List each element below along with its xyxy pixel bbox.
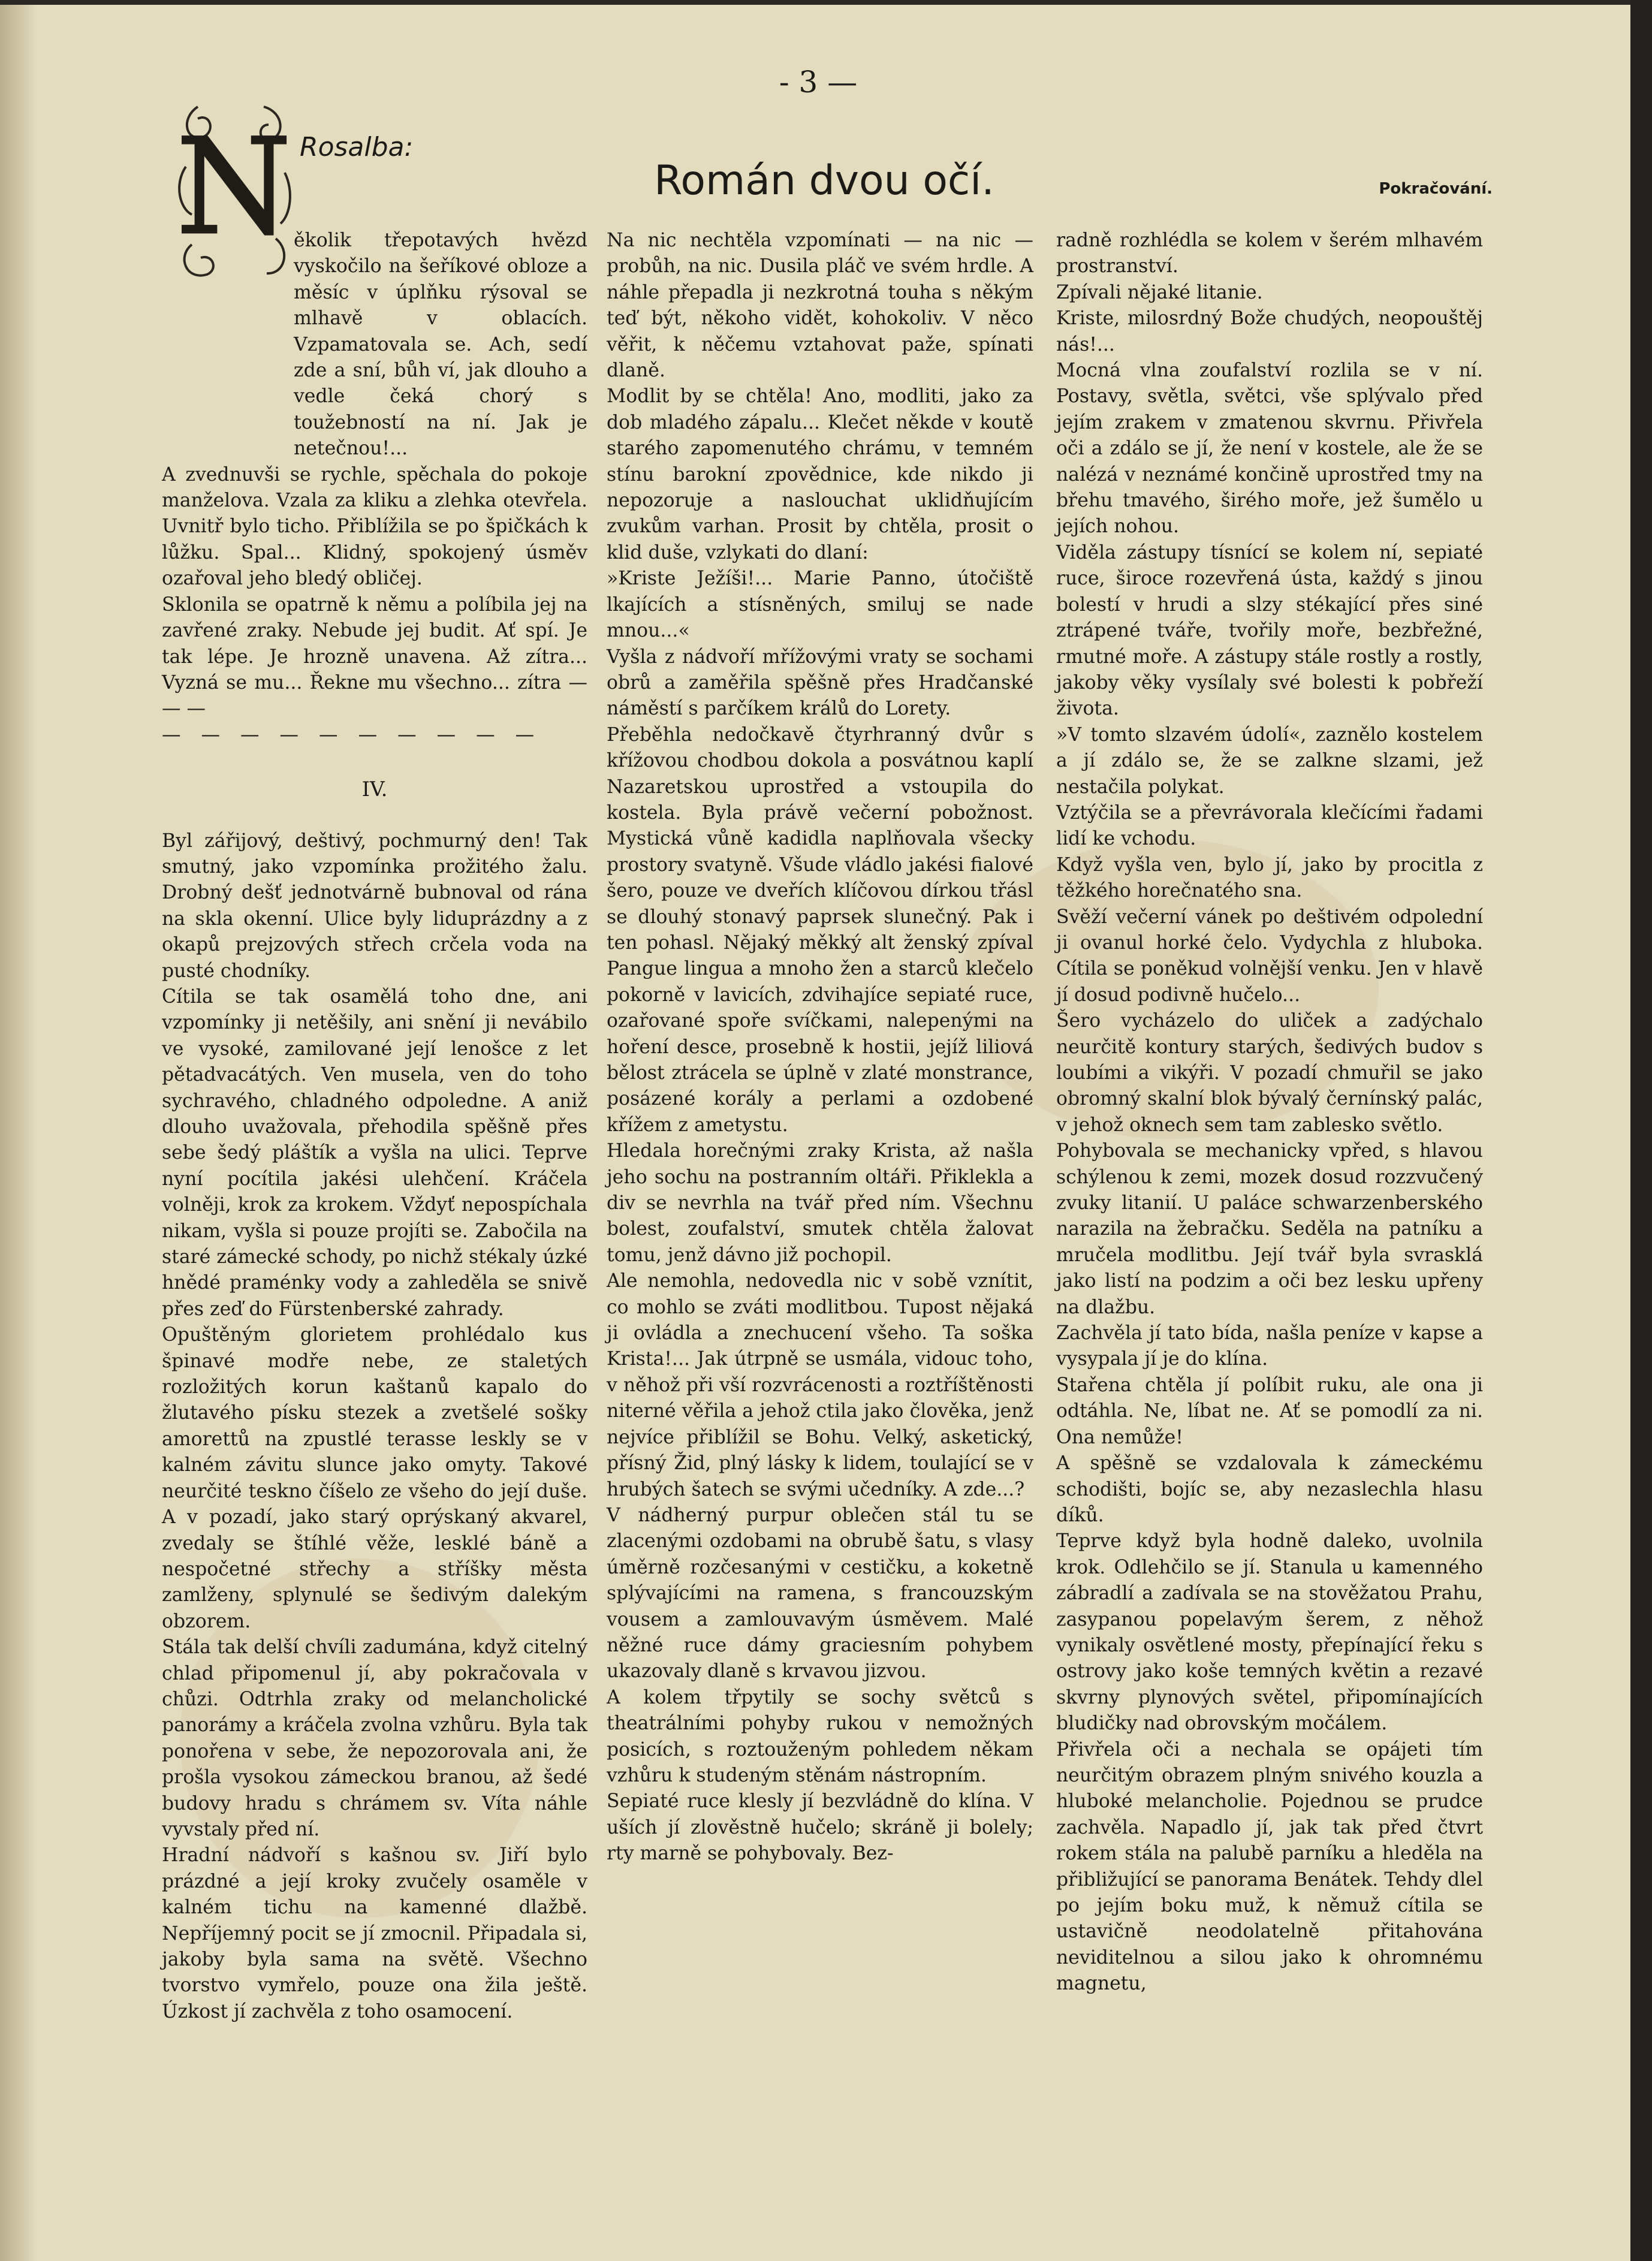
paragraph: Svěží večerní vánek po deštivém odpolední ji ovanul horké čelo. Vydychla z hluboka. Cítila se poněkud volnější venku. Jen v hlavě jí dosud podivně hučelo... [1056, 906, 1483, 1006]
paragraph: Vztýčila se a převrávorala klečícími řadami lidí ke vchodu. [1056, 801, 1483, 850]
scan-border-right [1630, 0, 1652, 2261]
paragraph: Mocná vlna zoufalství rozlila se v ní. Postavy, světla, světci, vše splývalo před jejím zrakem v zmatenou skvrnu. Přivřela oči a zdálo se jí, že není v kostele, ale že se nalézá v neznámé končině uprostřed tmy na břehu tmavého, širého moře, jež šumělo u jejích nohou. [1056, 360, 1483, 538]
paragraph: Modlit by se chtěla! Ano, modliti, jako za dob mladého zápalu... Klečet někde v koutě starého zapomenutého chrámu, v temném stínu barokní zpovědnice, kde nikdo ji nepozoruje a naslouchat uklidňujícím zvukům varhan. Prosit by chtěla, prosit o klid duše, vzlykati do dlaní: [607, 385, 1033, 563]
paragraph: Na nic nechtěla vzpomínati — na nic — probůh, na nic. Dusila pláč ve svém hrdle. A náhle přepadla ji nezkrotná touha s někým teď být, někoho vidět, kohokoliv. V něco věřit, k něčemu vztahovat paže, spínati dlaně. [607, 230, 1033, 382]
paragraph: radně rozhlédla se kolem v šerém mlhavém prostranství. [1056, 230, 1483, 278]
paragraph: Hradní nádvoří s kašnou sv. Jiří bylo prázdné a její kroky zvučely osaměle v kalném tichu na kamenné dlažbě. Nepříjemný pocit se jí zmocnil. Připadala si, jakoby byla sama na světě. Všechno tvorstvo vymřelo, pouze ona žila ještě. Úzkost jí zachvěla z toho osamocení. [162, 1844, 587, 2022]
paragraph: Sklonila se opatrně k němu a políbila jej na zavřené zraky. Nebude jej budit. Ať spí. Je tak lépe. Je hrozně unavena. Až zítra... Vyzná se mu... Řekne mu všechno... zítra — — — [162, 593, 587, 720]
opening-paragraph: ěkolik třepotavých hvězd vyskočilo na šeříkové obloze a měsíc v úplňku rýsoval se mlhavě v oblacích. Vzpamatovala se. Ach, sedí zde a sní, bůh ví, jak dlouho a vedle čeká chorý s toužebností na ní. Jak je netečnou!... [294, 230, 587, 460]
paragraph: »V tomto slzavém údolí«, zaznělo kostelem a jí zdálo se, že se zalkne slzami, jež nestačila polykat. [1056, 723, 1483, 798]
dash-separator: — — — — — — — — — — [162, 723, 542, 746]
paragraph: Hledala horečnými zraky Krista, až našla jeho sochu na postranním oltáři. Přiklekla a div se nevrhla na tvář před ním. Všechnu bolest, zoufalství, smutek chtěla žalovat tomu, jenž dávno již pochopil. [607, 1140, 1033, 1266]
paragraph: Viděla zástupy tísnící se kolem ní, sepiaté ruce, široce rozevřená ústa, každý s jinou bolestí v hrudi a slzy stékající přes siné ztrápené tváře, tvořily moře, bezbřežné, rmutné moře. A zástupy stále rostly a rostly, jakoby věky vysílaly své bolesti k pobřeží života. [1056, 541, 1483, 720]
column-3 [1056, 228, 1483, 1997]
paragraph: Stála tak delší chvíli zadumána, když citelný chlad připomenul jí, aby pokračovala v chůzi. Odtrhla zraky od melancholické panorámy a kráčela zvolna vzhůru. Byla tak ponořena v sebe, že nepozorovala ani, že prošla vysokou zámeckou branou, až šedé budovy hradu s chrámem sv. Víta náhle vyvstaly před ní. [162, 1636, 587, 1840]
paragraph: Přeběhla nedočkavě čtyrhranný dvůr s křížovou chodbou dokola a posvátnou kaplí Nazaretskou uprostřed a vstoupila do kostela. Byla právě večerní pobožnost. Mystická vůně kadidla naplňovala všecky prostory svatyně. Všude vládlo jakési fialové šero, pouze ve dveřích klíčovou dírkou třásl se dlouhý stonavý paprsek slunečný. Pak i ten pohasl. Nějaký měkký alt ženský zpíval Pangue lingua a mnoho žen a starců klečelo pokorně v lavicích, zdvihajíce sepiaté ruce, ozařované spoře svíčkami, nalepenými na hoření desce, prosebně k hostii, jejíž liliová bělost ztrácela se úplně v zlaté monstrance, posázené korály a perlami a ozdobené křížem z ametystu. [607, 723, 1033, 1136]
paragraph: Cítila se tak osamělá toho dne, ani vzpomínky ji netěšily, ani snění ji nevábilo ve vysoké, zamilované její lenošce z let pětadvacátých. Ven musela, ven do toho sychravého, chladného odpoledne. A aniž dlouho uvažovala, přehodila spěšně přes sebe šedý pláštík a vyšla na ulici. Teprve nyní pocítila jakési ulehčení. Kráčela volněji, krok za krokem. Vždyť nepospíchala nikam, vyšla si pouze projíti se. Zabočila na staré zámecké schody, po nichž stékaly úzké hnědé praménky vody a zahleděla se snivě přes zeď do Fürstenberské zahrady. [162, 985, 587, 1320]
paragraph: Šero vycházelo do uliček a zadýchalo neurčitě kontury starých, šedivých budov s loubími a vikýři. V pozadí chmuřil se jako obromný skalní blok bývalý černínský palác, v jehož oknech sem tam zablesko světlo. [1056, 1010, 1483, 1136]
paragraph: Zachvěla jí tato bída, našla peníze v kapse a vysypala jí je do klína. [1056, 1322, 1483, 1370]
paragraph: Opuštěným glorietem prohlédalo kus špinavé modře nebe, ze staletých rozložitých korun kaštanů kapalo do žlutavého písku stezek a zvetšelé sošky amorettů na zpustlé terasse leskly se v kalném závitu slunce jako omyty. Takové neurčité teskno číšelo ze všeho do její duše. A v pozadí, jako starý oprýskaný akvarel, zvedaly se štíhlé věže, lesklé báně a nespočetné střechy a stříšky města zamlženy, splynulé se šedivým dalekým obzorem. [162, 1324, 587, 1632]
paragraph: A kolem třpytily se sochy světců s theatrálními pohyby rukou v nemožných posicích, s roztouženým pohledem někam vzhůru k studeným stěnám nástropním. [607, 1686, 1033, 1786]
paragraph: Zpívali nějaké litanie. [1056, 281, 1263, 303]
column-1 [162, 228, 587, 2025]
paragraph: Pohybovala se mechanicky vpřed, s hlavou schýlenou k zemi, mozek dosud rozzvučený zvuky litanií. U paláce schwarzenberského narazila na žebračku. Seděla na patníku a mručela modlitbu. Její tvář byla svrasklá jako listí na podzim a oči bez lesku upřeny na dlažbu. [1056, 1140, 1483, 1318]
paragraph: Stařena chtěla jí políbit ruku, ale ona ji odtáhla. Ne, líbat ne. Ať se pomodlí za ni. Ona nemůže! [1056, 1374, 1483, 1448]
paragraph: Byl zářijový, deštivý, pochmurný den! Tak smutný, jako vzpomínka prožitého žalu. Drobný dešť jednotvárně bubnoval od rána na skla okenní. Ulice byly liduprázdny a z okapů prejzových střech crčela voda na pusté chodníky. [162, 830, 587, 982]
paragraph: Vyšla z nádvoří mřížovými vraty se sochami obrů a zaměřila spěšně přes Hradčanské náměstí s parčíkem králů do Lorety. [607, 646, 1033, 720]
paragraph: A spěšně se vzdalovala k zámeckému schodišti, bojíc se, aby nezaslechla hlasu díků. [1056, 1452, 1483, 1526]
paragraph: A zvednuvši se rychle, spěchala do pokoje manželova. Vzala za kliku a zlehka otevřela. Uvnitř bylo ticho. Přiblížila se po špičkách k lůžku. Spal... Klidný, spokojený úsměv ozařoval jeho bledý obličej. [162, 463, 587, 590]
column-2 [607, 228, 1033, 1867]
page-binding-shadow [0, 0, 36, 2261]
chapter-heading: IV. [361, 777, 388, 802]
paragraph: Ale nemohla, nedovedla nic v sobě vznítit, co mohlo se zváti modlitbou. Tupost nějaká ji ovládla a znechucení všeho. Ta soška Krista!... Jak útrpně se usmála, vidouc toho, v něhož při vší rozvrácenosti a roztříštěnosti niterné věřila a jehož ctila jako člověka, jenž nejvíce přiblížil se Bohu. Velký, asketický, přísný Žid, plný lásky k lidem, toulající se v hrubých šatech se svými učedníky. A zde...? [607, 1270, 1033, 1500]
paragraph: Kriste, milosrdný Bože chudých, neopouštěj nás!... [1056, 308, 1483, 355]
paragraph: Přivřela oči a nechala se opájeti tím neurčitým obrazem plným snivého kouzla a hluboké melancholie. Pojednou se prudce zachvěla. Napadlo jí, jak tak před čtvrt rokem stála na palubě parníku a hleděla na přibližující se panorama Benátek. Tehdy dlel po jejím boku muž, k němuž cítila se ustavičně neodolatelně přitahována neviditelnou a silou jako k ohromnému magnetu, [1056, 1738, 1483, 1995]
paragraph: Když vyšla ven, bylo jí, jako by procitla z těžkého horečnatého sna. [1056, 854, 1483, 902]
continuation-note: Pokračování. [1379, 180, 1493, 198]
scan-border-top [0, 0, 1652, 5]
paragraph: V nádherný purpur oblečen stál tu se zlacenými ozdobami na obrubě šatu, s vlasy úměrně rozčesanými v cestičku, a koketně splývajícími na ramena, s francouzským vousem a zamlouvavým úsměvem. Malé něžné ruce dámy graciesním pohybem ukazovaly dlaně s krvavou jizvou. [607, 1504, 1033, 1683]
paragraph: »Kriste Ježíši!... Marie Panno, útočiště lkajících a stísněných, smiluj se nade mnou...« [607, 568, 1033, 642]
author-name: Rosalba: [300, 132, 414, 162]
page-number: - 3 — [779, 65, 858, 100]
paragraph: Teprve když byla hodně daleko, uvolnila krok. Odlehčilo se jí. Stanula u kamenného zábradlí a zadívala se na stověžatou Prahu, zasypanou popelavým šerem, z něhož vynikaly osvětlené mosty, přepínající řeku s ostrovy jako koše temných květin a rezavé skvrny plynových světel, připomínajících bludičky nad obrovským močálem. [1056, 1530, 1483, 1735]
paragraph: Sepiaté ruce klesly jí bezvládně do klína. V uších jí zlověstně hučelo; skráně ji bolely; rty marně se pohybovaly. Bez- [607, 1790, 1033, 1865]
article-title: Román dvou očí. [654, 157, 994, 204]
dropcap-letter: N [176, 110, 292, 264]
